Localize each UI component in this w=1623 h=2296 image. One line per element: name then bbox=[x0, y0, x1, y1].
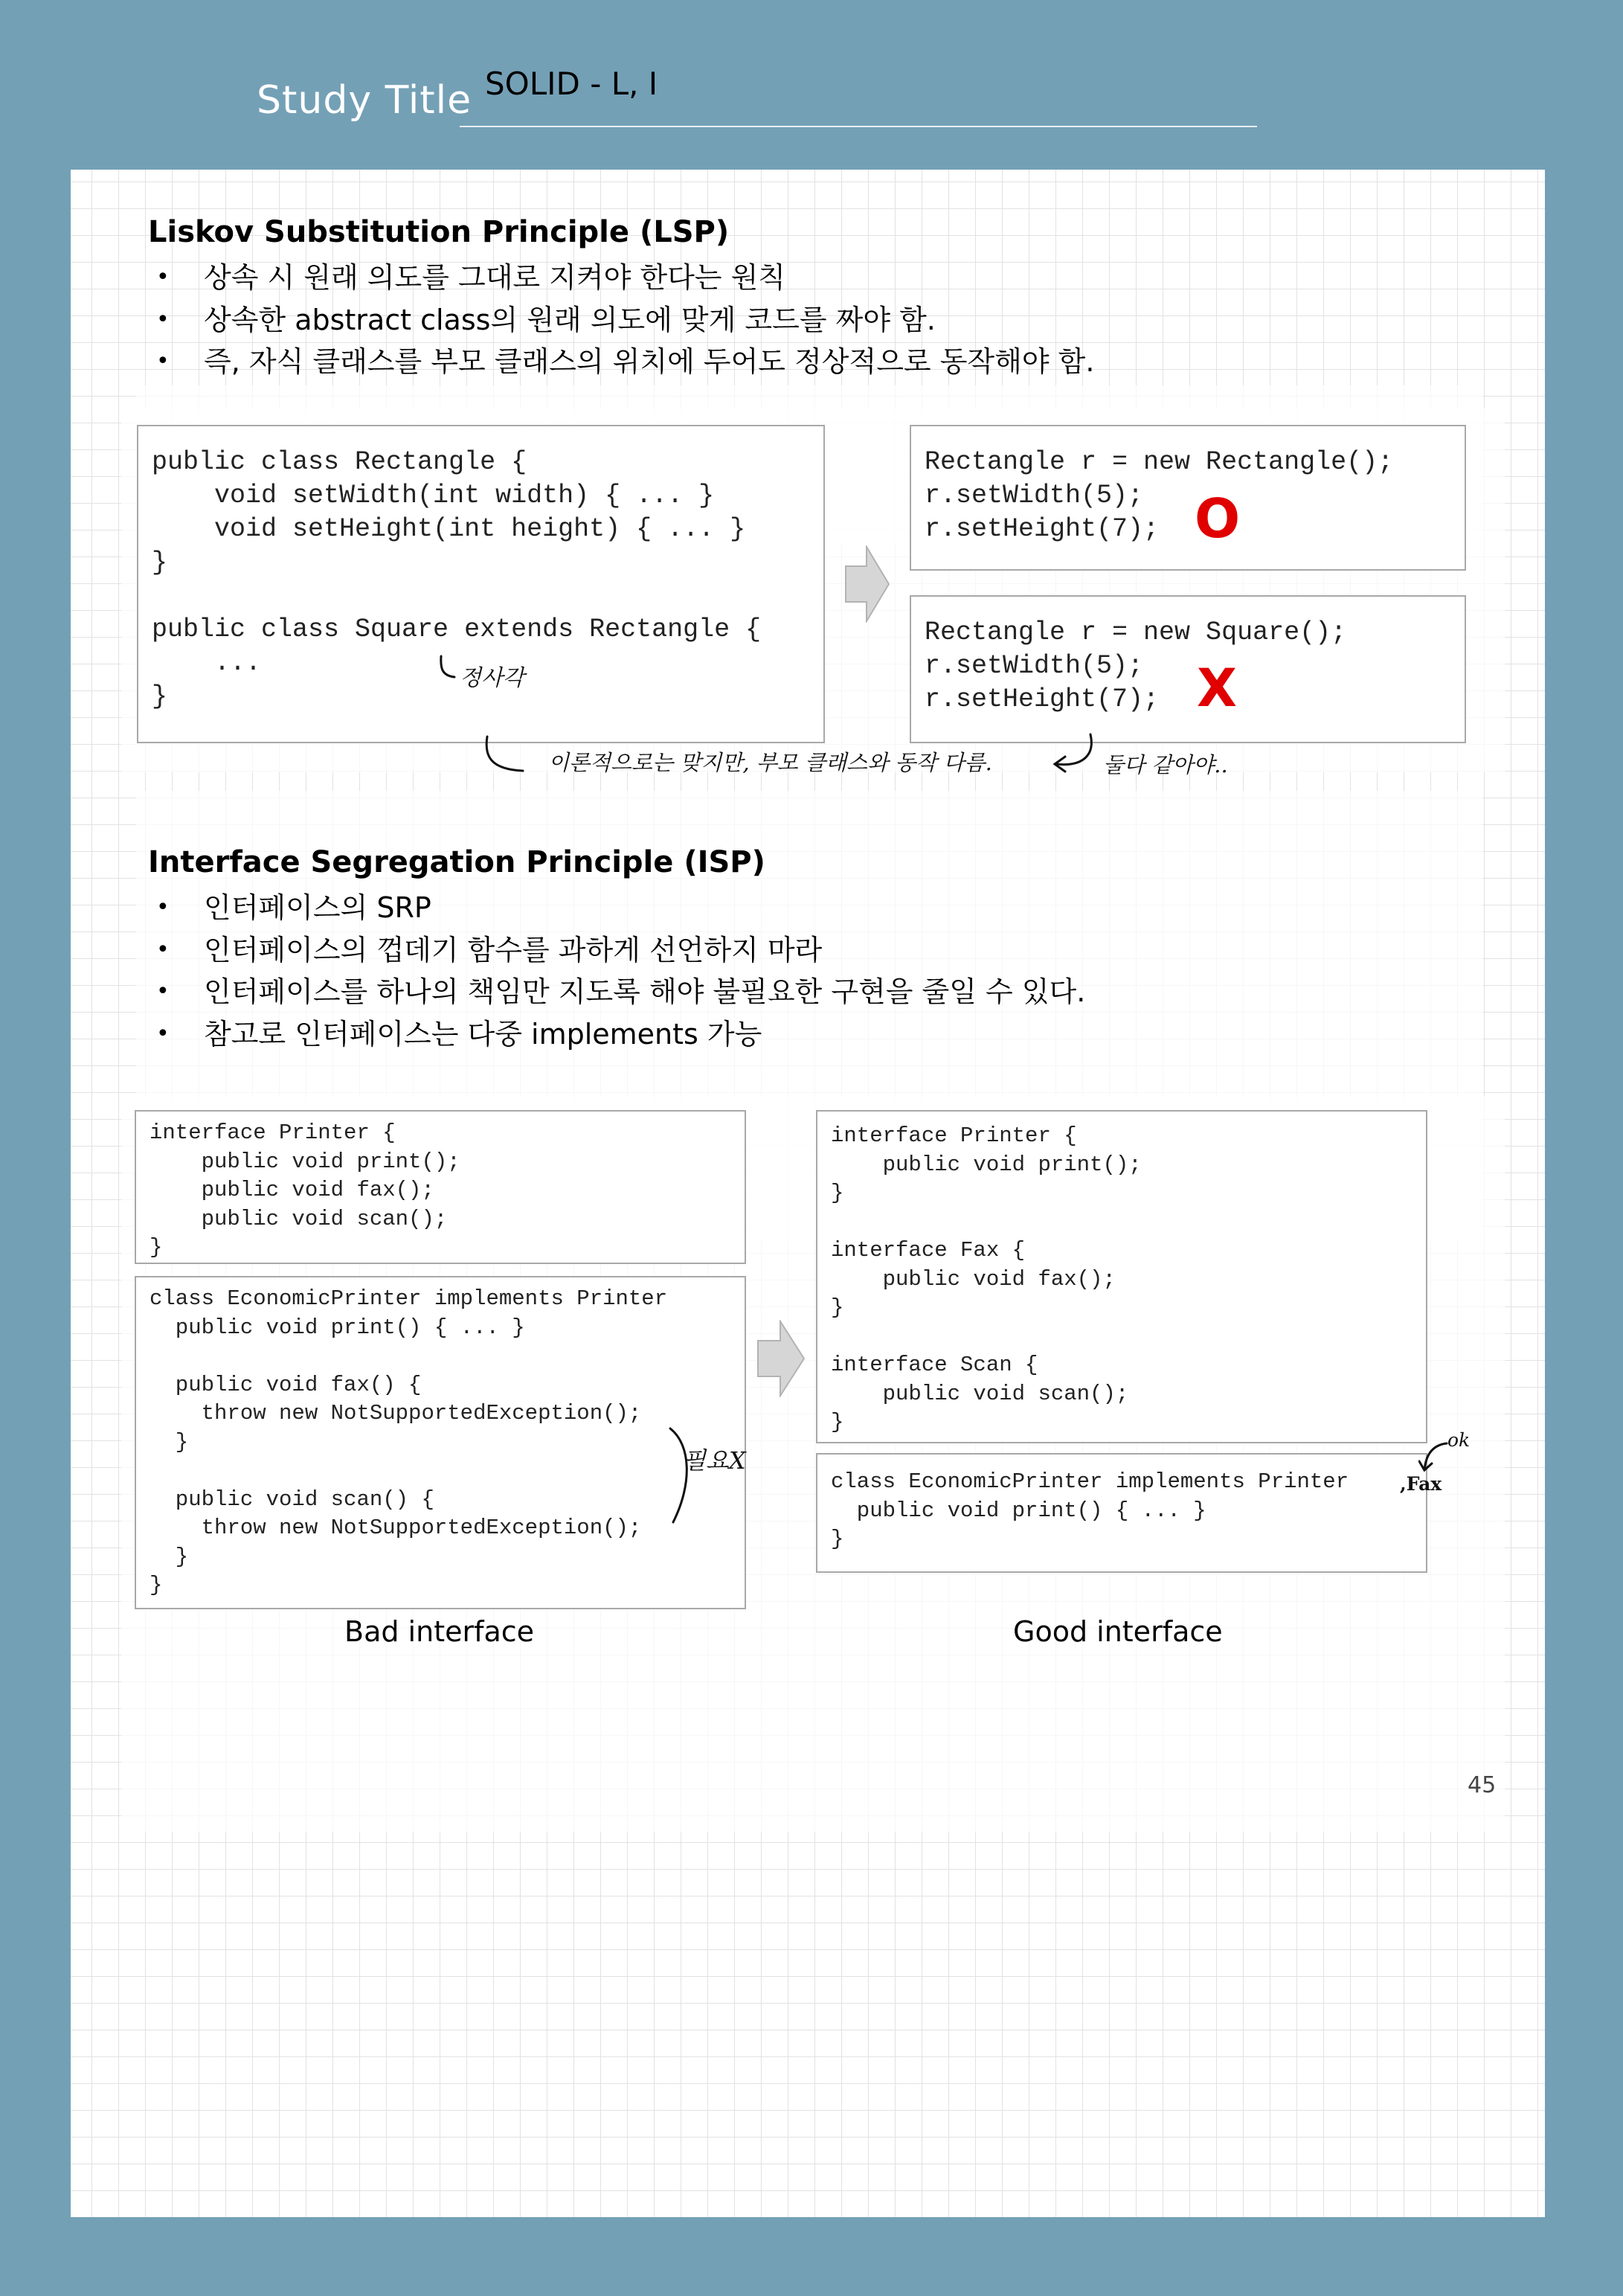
ok-annotation: ok bbox=[1447, 1429, 1471, 1451]
bullet-icon: • bbox=[156, 894, 170, 920]
bullet-icon: • bbox=[156, 936, 170, 963]
unneeded-annotation: 필요X bbox=[683, 1446, 746, 1475]
square-usage-code: Rectangle r = new Square(); r.setWidth(5); r.setHeight(7); bbox=[925, 618, 1347, 714]
correct-mark: O bbox=[1195, 487, 1241, 550]
bullet-text: 인터페이스를 하나의 책임만 지도록 해야 불필요한 구현을 줄일 수 있다. bbox=[204, 975, 1086, 1008]
list-item bbox=[148, 257, 1094, 299]
rectangle-usage-code-box bbox=[910, 425, 1466, 571]
rectangle-square-code-box bbox=[137, 425, 825, 743]
list-item bbox=[148, 887, 1085, 929]
rectangle-usage-code: Rectangle r = new Rectangle(); r.setWidth(5); r.setHeight(7); bbox=[925, 447, 1394, 544]
bullet-icon: • bbox=[156, 306, 170, 333]
bad-printer-class-code: class EconomicPrinter implements Printer public void print() { ... } public void fax() { throw new NotSupportedException(); } public void scan() { throw new NotSupportedException(); } } bbox=[150, 1286, 668, 1597]
bottom-annotation: 이론적으로는 맞지만, 부모 클래스와 동작 다름. bbox=[548, 750, 992, 775]
ok-arrow-icon bbox=[1418, 1439, 1450, 1475]
bad-interface-caption: Bad interface bbox=[344, 1615, 535, 1648]
bad-printer-interface-code: interface Printer { public void print(); public void fax(); public void scan(); } bbox=[150, 1120, 460, 1260]
lsp-heading: Liskov Substitution Principle (LSP) bbox=[148, 215, 730, 249]
good-interface-caption: Good interface bbox=[1013, 1615, 1223, 1648]
list-item bbox=[148, 929, 1085, 972]
bullet-icon: • bbox=[156, 264, 170, 290]
bullet-text: 인터페이스의 껍데기 함수를 과하게 선언하지 마라 bbox=[204, 933, 823, 966]
bullet-text: 상속 시 원래 의도를 그대로 지켜야 한다는 원칙 bbox=[204, 261, 786, 294]
unneeded-bracket bbox=[666, 1426, 695, 1527]
right-arrow-icon bbox=[756, 1320, 806, 1397]
bullet-text: 상속한 abstract class의 원래 의도에 맞게 코드를 짜야 함. bbox=[204, 303, 936, 336]
bullet-icon: • bbox=[156, 978, 170, 1004]
wrong-mark: X bbox=[1197, 658, 1237, 719]
good-interfaces-code: interface Printer { public void print(); } interface Fax { public void fax(); } interface Scan { public void scan(); } bbox=[831, 1123, 1142, 1434]
right-arrow-icon bbox=[844, 545, 890, 623]
study-title-label: Study Title bbox=[257, 78, 472, 123]
curved-arrow-icon bbox=[1047, 731, 1098, 779]
bad-printer-class-box bbox=[135, 1276, 746, 1609]
bullet-text: 즉, 자식 클래스를 부모 클래스의 위치에 두어도 정상적으로 동작해야 함. bbox=[204, 345, 1095, 378]
square-annotation: 정사각 bbox=[460, 665, 524, 691]
page-number: 45 bbox=[1468, 1772, 1497, 1798]
fax-annotation: ,Fax bbox=[1400, 1473, 1442, 1495]
title-underline bbox=[460, 126, 1257, 127]
lsp-bullet-list bbox=[148, 257, 1094, 383]
list-item bbox=[148, 1013, 1085, 1056]
list-item bbox=[148, 341, 1094, 383]
both-same-annotation: 둘다 같아야.. bbox=[1103, 752, 1228, 777]
isp-bullet-list bbox=[148, 887, 1085, 1055]
square-annotation-hook bbox=[437, 655, 457, 684]
study-title-value: SOLID - L, I bbox=[485, 65, 658, 102]
list-item bbox=[148, 299, 1094, 341]
square-usage-code-box bbox=[910, 595, 1466, 743]
bullet-icon: • bbox=[156, 348, 170, 374]
good-printer-class-box bbox=[816, 1453, 1427, 1573]
isp-heading: Interface Segregation Principle (ISP) bbox=[148, 845, 765, 879]
bad-printer-interface-box bbox=[135, 1110, 746, 1264]
note-page bbox=[71, 170, 1545, 2217]
bullet-icon: • bbox=[156, 1020, 170, 1047]
good-printer-class-code: class EconomicPrinter implements Printer public void print() { ... } } bbox=[831, 1469, 1349, 1551]
bullet-text: 참고로 인터페이스는 다중 implements 가능 bbox=[204, 1017, 762, 1051]
bottom-annotation-curve bbox=[481, 734, 526, 780]
list-item bbox=[148, 971, 1085, 1013]
bullet-text: 인터페이스의 SRP bbox=[204, 891, 431, 924]
good-interfaces-box bbox=[816, 1110, 1427, 1443]
rectangle-square-code: public class Rectangle { void setWidth(int width) { ... } void setHeight(int height) { ... } } public class Square extends Rectangle { ... } bbox=[152, 447, 762, 711]
